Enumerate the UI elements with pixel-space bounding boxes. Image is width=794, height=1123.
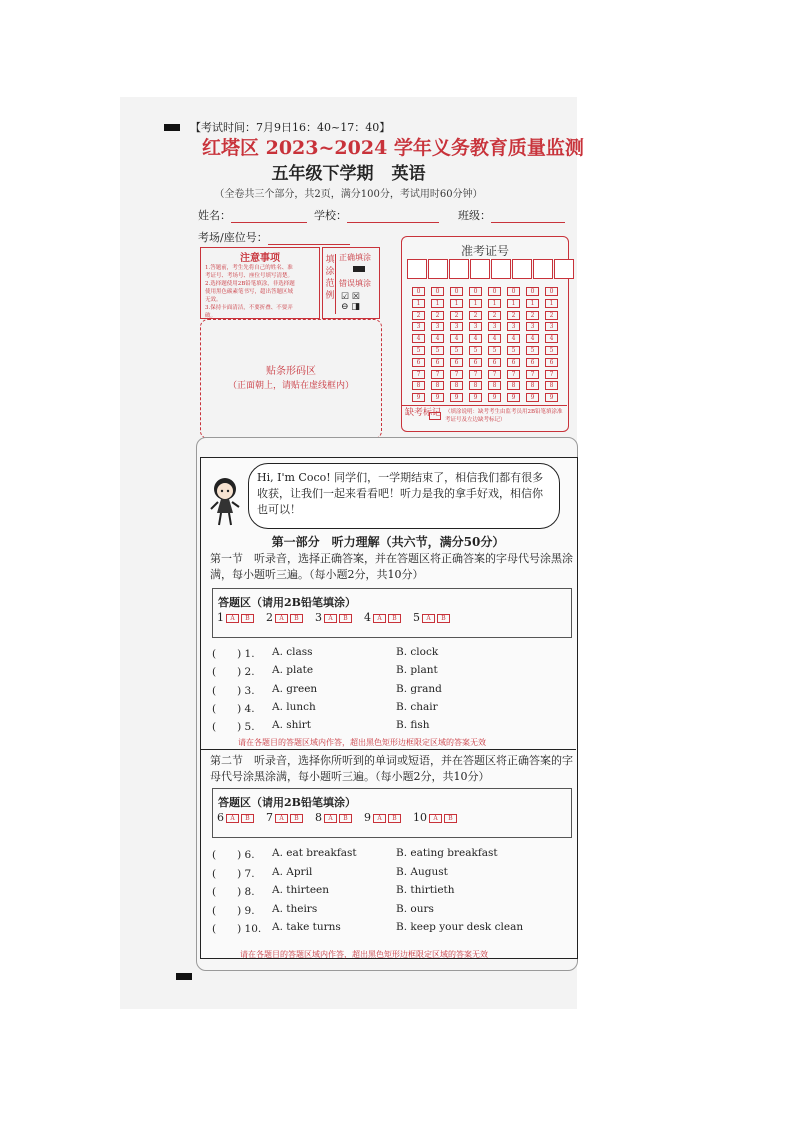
digit-bubble[interactable]: 5 [431,346,444,355]
option-b: B. grand [396,682,442,695]
digit-bubble[interactable]: 2 [488,311,501,320]
option-a: A. lunch [272,700,316,713]
correct-fill-mark [353,266,365,272]
digit-bubble[interactable]: 6 [431,358,444,367]
school-field[interactable]: 学校： [314,207,439,223]
fill-example-label: 填涂范例 [325,254,336,314]
answer-item [217,611,254,624]
option-b: B. clock [396,646,439,658]
option-a: A. eat breakfast [272,847,357,859]
option-a: A. thirteen [272,884,330,896]
question-number[interactable]: ( ) 6. [212,849,255,861]
answer-item-number: 5 [413,611,420,624]
coco-avatar [207,475,243,527]
option-bubble-a[interactable]: A [373,614,386,623]
digit-bubble[interactable]: 1 [469,299,482,308]
option-a: A. theirs [272,902,318,915]
question-number[interactable]: ( ) 9. [212,904,255,917]
option-a: A. April [272,865,313,878]
digit-bubble[interactable]: 5 [450,346,463,355]
section2-warning: 请在各题目的答题区域内作答，超出黑色矩形边框限定区域的答案无效 [240,950,488,959]
section2-answer-area [212,788,572,838]
answer-item-number: 6 [217,811,224,824]
digit-bubble[interactable]: 5 [545,346,558,355]
section1-instruction: 第一节 听录音，选择正确答案，并在答题区将正确答案的字母代号涂黑涂满，每小题听三遍。（每小题2分，共10分） [210,552,573,581]
digit-bubble[interactable]: 7 [450,370,463,379]
section1-answer-title: 答题区（请用2B铅笔填涂） [218,596,356,609]
digit-bubble[interactable]: 8 [431,381,444,390]
digit-bubble[interactable]: 3 [545,322,558,331]
digit-bubble[interactable]: 7 [507,370,520,379]
answer-item-number: 8 [315,811,322,824]
digit-bubble[interactable]: 2 [469,311,482,320]
digit-bubble[interactable]: 3 [431,322,444,331]
answer-item [413,611,450,624]
question-number[interactable]: ( ) 1. [212,648,255,660]
digit-bubble[interactable]: 4 [469,334,482,343]
digit-bubble[interactable]: 9 [545,393,558,402]
option-bubble-b[interactable]: B [290,814,303,823]
option-bubble-b[interactable]: B [437,614,450,623]
option-a: A. green [272,682,318,695]
barcode-area [200,319,382,439]
option-bubble-a[interactable]: A [275,814,288,823]
option-a: A. class [272,646,313,658]
digit-bubble[interactable]: 4 [431,334,444,343]
digit-bubble[interactable]: 0 [507,287,520,296]
notice-box [200,247,320,319]
option-b: B. plant [396,664,438,677]
answer-item [364,811,401,824]
digit-bubble[interactable]: 5 [507,346,520,355]
section1-answer-area [212,588,572,638]
digit-bubble[interactable]: 7 [412,370,425,379]
correct-fill-label: 正确填涂 [339,253,371,262]
answer-item [266,611,303,624]
admission-number-panel [401,236,569,432]
intro-text: Hi, I'm Coco! 同学们，一学期结束了，相信我们都有很多收获，让我们一起来看看吧！听力是我的拿手好戏，相信你也可以！ [257,471,544,516]
digit-bubble[interactable]: 6 [507,358,520,367]
digit-bubble[interactable]: 8 [469,381,482,390]
absent-mark [401,405,567,430]
digit-bubble[interactable]: 4 [507,334,520,343]
digit-bubble[interactable]: 2 [431,311,444,320]
digit-bubble[interactable]: 7 [545,370,558,379]
answer-item-number: 10 [413,811,427,824]
digit-bubble[interactable]: 9 [526,393,539,402]
digit-bubble[interactable]: 3 [469,322,482,331]
digit-bubble[interactable]: 8 [507,381,520,390]
section1-answer-items [217,611,462,624]
seat-field[interactable]: 考场/座位号： [198,229,350,245]
answer-sheet [120,97,584,1009]
option-bubble-a[interactable]: A [226,614,239,623]
notice-title: 注意事项 [240,253,280,264]
digit-bubble[interactable]: 4 [450,334,463,343]
option-a: A. plate [272,664,314,677]
digit-bubble[interactable]: 5 [526,346,539,355]
answer-item [364,611,401,624]
digit-bubble[interactable]: 6 [450,358,463,367]
digit-bubble[interactable]: 0 [412,287,425,296]
exam-title: 红塔区 2023~2024 学年义务教育质量监测 [202,137,584,159]
digit-bubble[interactable]: 8 [488,381,501,390]
digit-bubble[interactable]: 2 [545,311,558,320]
digit-bubble[interactable]: 5 [488,346,501,355]
admission-title: 准考证号 [460,244,509,258]
digit-bubble[interactable]: 4 [545,334,558,343]
digit-bubble[interactable]: 0 [488,287,501,296]
option-b: B. August [396,865,448,878]
digit-bubble[interactable]: 2 [412,311,425,320]
digit-bubble[interactable]: 9 [431,393,444,402]
class-field[interactable]: 班级： [458,207,565,223]
digit-bubble[interactable]: 1 [526,299,539,308]
digit-bubble[interactable]: 2 [450,311,463,320]
option-b: B. keep your desk clean [396,921,524,933]
notice-body: 1.答题前，考生先将自己的姓名、准 考证号、考场号、座位号填写清楚。 2.选择题使用2B铅笔填涂，非选择题 使用黑色碳素笔书写，超出答题区域 无效。 3.保持卡面清洁，不要折叠、不要弄 破。 [205,265,295,319]
digit-bubble[interactable]: 7 [431,370,444,379]
digit-bubble[interactable]: 8 [526,381,539,390]
option-bubble-b[interactable]: B [388,614,401,623]
digit-bubble[interactable]: 0 [450,287,463,296]
question-number[interactable]: ( ) 5. [212,721,255,734]
question-number[interactable]: ( ) 10. [212,923,262,935]
grade-label: 五年级下学期 [271,164,374,184]
option-a: A. take turns [272,921,341,933]
option-bubble-a[interactable]: A [324,614,337,623]
wrong-fill-label: 错误填涂 [339,279,371,288]
timing-mark-bottom [176,973,192,980]
section1-warning: 请在各题目的答题区域内作答，超出黑色矩形边框限定区域的答案无效 [238,738,486,747]
exam-subtitle [120,159,577,184]
digit-bubble[interactable]: 8 [412,381,425,390]
digit-bubble[interactable]: 1 [412,299,425,308]
question-number[interactable]: ( ) 4. [212,702,255,715]
option-b: B. chair [396,700,438,713]
exam-time: 【考试时间：7月9日16：40~17：40】 [190,121,391,134]
option-bubble-b[interactable]: B [388,814,401,823]
option-bubble-b[interactable]: B [339,814,352,823]
section-divider [200,749,576,750]
answer-item [315,611,352,624]
question-number[interactable]: ( ) 7. [212,867,255,880]
section2-instruction: 第二节 听录音，选择你所听到的单词或短语，并在答题区将正确答案的字母代号涂黑涂满，每小题听三遍。（每小题2分，共10分） [210,754,573,783]
digit-bubble[interactable]: 9 [488,393,501,402]
option-bubble-b[interactable]: B [444,814,457,823]
section2-answer-items [217,811,469,824]
digit-bubble[interactable]: 8 [450,381,463,390]
section2-answer-title: 答题区（请用2B铅笔填涂） [218,796,356,809]
digit-bubble[interactable]: 0 [469,287,482,296]
option-bubble-a[interactable]: A [429,814,442,823]
timing-mark-top [164,124,180,131]
digit-bubble[interactable]: 5 [469,346,482,355]
fill-example [322,247,380,319]
digit-bubble[interactable]: 1 [431,299,444,308]
question-number[interactable]: ( ) 2. [212,666,255,679]
option-bubble-a[interactable]: A [226,814,239,823]
option-bubble-b[interactable]: B [241,814,254,823]
digit-bubble[interactable]: 3 [488,322,501,331]
digit-bubble[interactable]: 7 [488,370,501,379]
answer-item [315,811,352,824]
answer-item-number: 1 [217,611,224,624]
digit-bubble[interactable]: 3 [526,322,539,331]
digit-bubble[interactable]: 7 [469,370,482,379]
digit-bubble[interactable]: 5 [412,346,425,355]
digit-bubble[interactable]: 6 [488,358,501,367]
barcode-hint: （正面朝上，请贴在虚线框内） [227,381,354,391]
option-bubble-a[interactable]: A [275,614,288,623]
digit-bubble[interactable]: 1 [450,299,463,308]
digit-bubble[interactable]: 6 [526,358,539,367]
digit-bubble[interactable]: 2 [507,311,520,320]
digit-bubble[interactable]: 1 [507,299,520,308]
question-number[interactable]: ( ) 3. [212,684,255,697]
digit-bubble[interactable]: 4 [488,334,501,343]
option-bubble-b[interactable]: B [339,614,352,623]
answer-item [266,811,303,824]
digit-bubble[interactable]: 8 [545,381,558,390]
answer-item [217,811,254,824]
answer-item-number: 3 [315,611,322,624]
digit-bubble[interactable]: 2 [526,311,539,320]
name-field[interactable]: 姓名： [198,207,307,223]
digit-bubble[interactable]: 9 [450,393,463,402]
digit-bubble[interactable]: 3 [412,322,425,331]
digit-bubble[interactable]: 1 [545,299,558,308]
absent-note: （填涂说明：缺考考生由监考员用2B铅笔填涂准考证号及左边缺考标记） [445,409,563,423]
absent-label: 缺考标记 [405,408,442,418]
answer-item-number: 4 [364,611,371,624]
option-b: B. thirtieth [396,884,455,896]
answer-item-number: 2 [266,611,273,624]
digit-bubble[interactable]: 4 [412,334,425,343]
digit-bubble[interactable]: 3 [450,322,463,331]
digit-bubble[interactable]: 1 [488,299,501,308]
digit-bubble[interactable]: 6 [545,358,558,367]
answer-item [413,811,457,824]
question-number[interactable]: ( ) 8. [212,886,255,898]
option-bubble-a[interactable]: A [324,814,337,823]
option-bubble-a[interactable]: A [422,614,435,623]
option-b: B. ours [396,902,434,915]
digit-bubble[interactable]: 0 [545,287,558,296]
digit-bubble[interactable]: 3 [507,322,520,331]
answer-item-number: 9 [364,811,371,824]
digit-bubble[interactable]: 6 [412,358,425,367]
exam-note: （全卷共三个部分，共2页，满分100分，考试用时60分钟） [214,189,483,200]
part1-title: 第一部分 听力理解（共六节，满分50分） [271,535,505,549]
digit-bubble[interactable]: 0 [431,287,444,296]
option-bubble-a[interactable]: A [373,814,386,823]
option-b: B. eating breakfast [396,847,498,859]
absent-bubble[interactable] [429,412,441,420]
digit-bubble[interactable]: 4 [526,334,539,343]
digit-bubble[interactable]: 7 [526,370,539,379]
option-b: B. fish [396,719,430,732]
speech-bubble [248,463,560,529]
digit-bubble[interactable]: 9 [507,393,520,402]
subject-label: 英语 [391,164,426,184]
digit-bubble[interactable]: 9 [412,393,425,402]
digit-bubble[interactable]: 6 [469,358,482,367]
wrong-fill-marks: ☑ ☒ ⊖ ◨ [341,292,360,312]
barcode-label: 贴条形码区 [266,366,316,377]
answer-item-number: 7 [266,811,273,824]
option-a: A. shirt [272,719,312,732]
digit-bubble[interactable]: 0 [526,287,539,296]
digit-bubble[interactable]: 9 [469,393,482,402]
admission-cells[interactable] [407,259,575,279]
option-bubble-b[interactable]: B [241,614,254,623]
option-bubble-b[interactable]: B [290,614,303,623]
